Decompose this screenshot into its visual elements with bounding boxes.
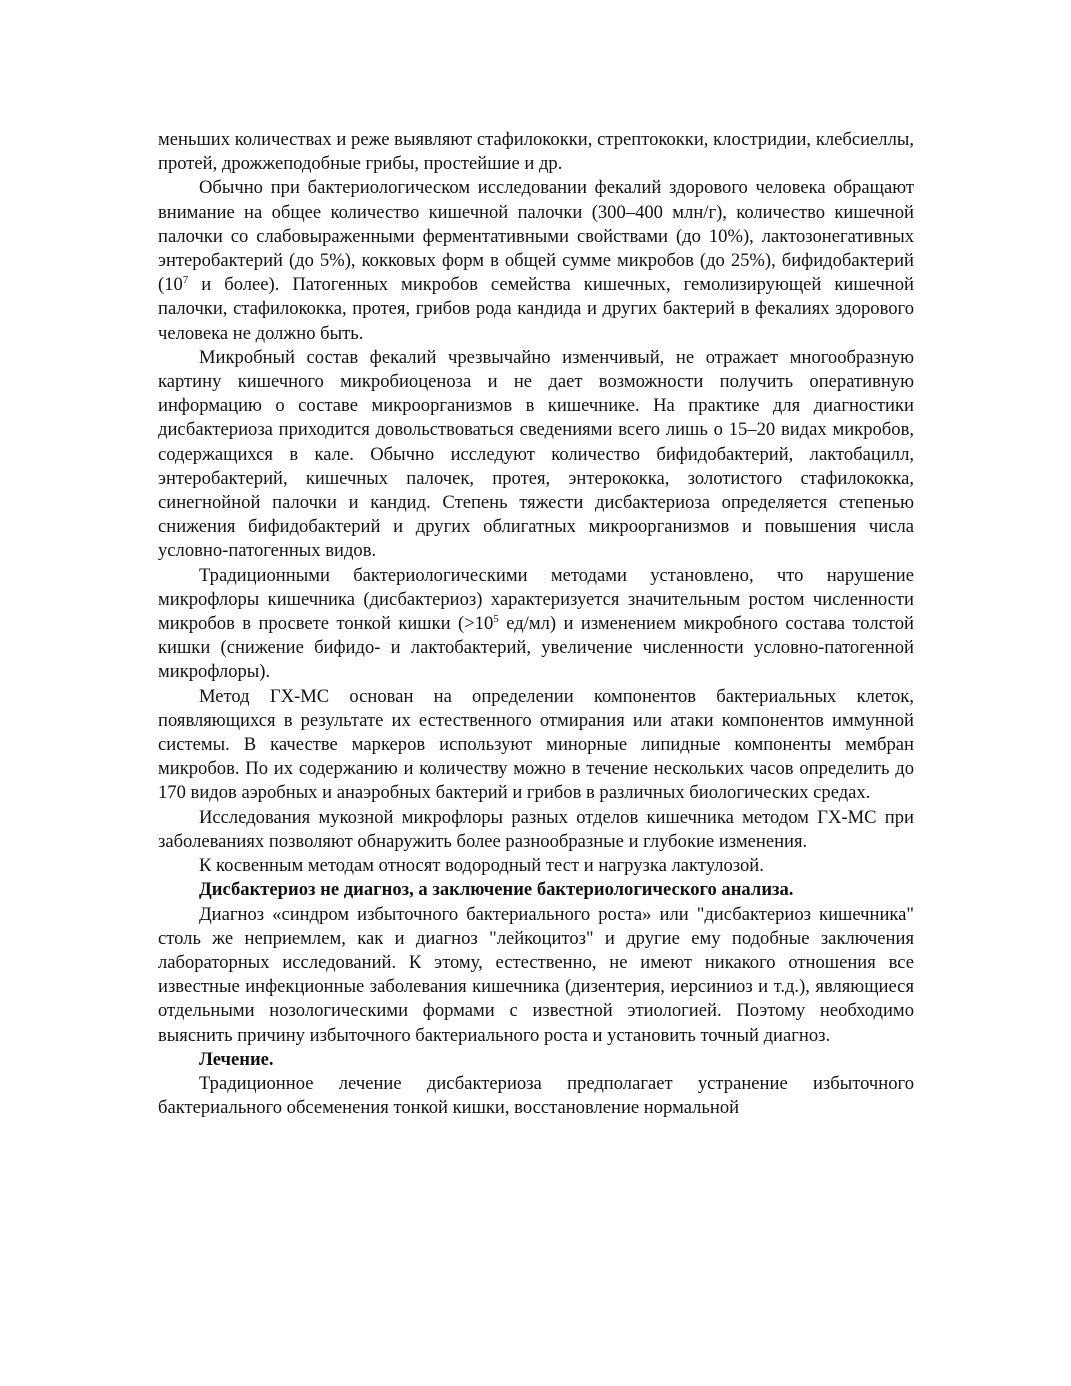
- paragraph-3: [158, 346, 914, 564]
- paragraph-6-text: Исследования мукозной микрофлоры разных отделов кишечника методом ГХ-МС при заболеваниях позволяют обнаружить более разнообразные и глубокие изменения.: [158, 806, 914, 852]
- paragraph-5-text: Метод ГХ-МС основан на определении компонентов бактериальных клеток, появляющихся в результате их естественного отмирания или атаки компонентов иммунной системы. В качестве маркеров используют минорные липидные компоненты мембран микробов. По их содержанию и количеству можно в течение нескольких часов определить до 170 видов аэробных и анаэробных бактерий и грибов в различных биологических средах.: [158, 685, 914, 804]
- paragraph-2: [158, 176, 914, 345]
- paragraph-7: [158, 854, 914, 878]
- paragraph-4: [158, 564, 914, 685]
- paragraph-4-text-b: ед/мл) и изменением микробного состава толстой кишки (снижение бифидо- и лактобактерий, увеличение численности условно-патогенной микрофлоры).: [158, 613, 914, 683]
- document-page: [158, 128, 914, 1120]
- paragraph-1: [158, 128, 914, 176]
- paragraph-2-text-b: и более). Патогенных микробов семейства кишечных, гемолизирующей кишечной палочки, стафилококка, протея, грибов рода кандида и других бактерий в фекалиях здорового человека не должно быть.: [158, 274, 914, 344]
- section-heading-dysbacteriosis: Дисбактериоз не диагноз, а заключение бактериологического анализа.: [199, 879, 794, 901]
- paragraph-3-text: Микробный состав фекалий чрезвычайно изменчивый, не отражает многообразную картину кишечного микробиоценоза и не дает возможности получить оперативную информацию о составе микроорганизмов в кишечнике. На практике для диагностики дисбактериоза приходится довольствоваться сведениями всего лишь о 15–20 видах микробов, содержащихся в кале. Обычно исследуют количество бифидобактерий, лактобацилл, энтеробактерий, кишечных палочек, протея, энтерококка, золотистого стафилококка, синегнойной палочки и кандид. Степень тяжести дисбактериоза определяется степенью снижения бифидобактерий и других облигатных микроорганизмов и повышения числа условно-патогенных видов.: [158, 346, 914, 562]
- paragraph-2-text-a: Обычно при бактериологическом исследовании фекалий здорового человека обращают внимание на общее количество кишечной палочки (300–400 млн/г), количество кишечной палочки со слабовыраженными ферментативными свойствами (до 10%), лактозонегативных энтеробактерий (до 5%), кокковых форм в общей сумме микробов (до 25%), бифидобактерий (10: [158, 177, 914, 296]
- paragraph-4-exponent: 5: [493, 613, 499, 626]
- paragraph-treatment: Традиционное лечение дисбактериоза предполагает устранение избыточного бактериального обсеменения тонкой кишки, восстановление нормальной: [158, 1072, 914, 1119]
- paragraph-diagnosis: Диагноз «синдром избыточного бактериального роста» или "дисбактериоз кишечника" столь же неприемлем, как и диагноз "лейкоцитоз" и другие ему подобные заключения лабораторных исследований. К этому, естественно, не имеют никакого отношения все известные инфекционные заболевания кишечника (дизентерия, иерсиниоз и т.д.), являющиеся отдельными нозологическими формами с известной этиологией. Поэтому необходимо выяснить причину избыточного бактериального роста и установить точный диагноз.: [158, 903, 914, 1046]
- paragraph-5: [158, 685, 914, 806]
- paragraph-6: [158, 806, 914, 854]
- paragraph-7-text: К косвенным методам относят водородный тест и нагрузка лактулозой.: [199, 855, 764, 877]
- section-heading-treatment: Лечение.: [199, 1048, 274, 1070]
- paragraph-4-text-a: Традиционными бактериологическими методами установлено, что нарушение микрофлоры кишечника (дисбактериоз) характеризуется значительным ростом численности микробов в просвете тонкой кишки (>10: [158, 564, 914, 635]
- paragraph-1-text: меньших количествах и реже выявляют стафилококки, стрептококки, клостридии, клебсиеллы, протей, дрожжеподобные грибы, простейшие и др.: [158, 129, 914, 175]
- paragraph-2-exponent: 7: [182, 274, 189, 287]
